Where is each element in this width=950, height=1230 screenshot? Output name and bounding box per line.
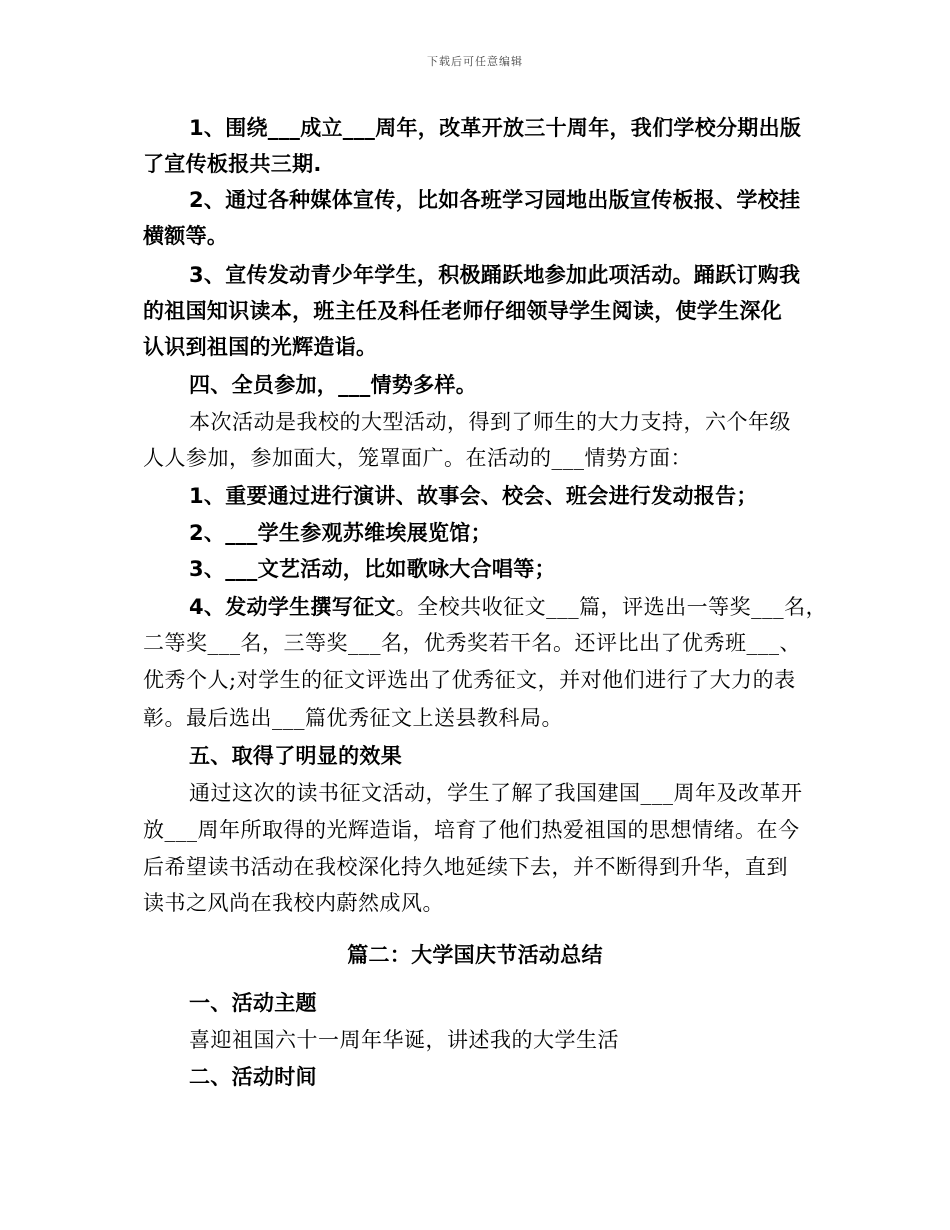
paragraph-line: 二等奖___名，三等奖___名，优秀奖若干名。还评比出了优秀班___、 <box>143 631 801 655</box>
paragraph-line: 读书之风尚在我校内蔚然成风。 <box>143 891 444 915</box>
list-item-b4 <box>189 589 859 625</box>
section-heading-activity-theme: 一、活动主题 <box>189 991 317 1015</box>
list-item-3-cont2: 认识到祖国的光辉造诣。 <box>143 335 378 359</box>
paragraph-line: 人人参加，参加面大，笼罩面广。在活动的___情势方面： <box>143 446 692 470</box>
list-item-3: 3、宣传发动青少年学生，积极踊跃地参加此项活动。踊跃订购我 <box>189 263 801 287</box>
section-heading-activity-time: 二、活动时间 <box>189 1065 317 1089</box>
list-item-b4-text: 。全校共收征文___篇，评选出一等奖___名， <box>395 595 828 619</box>
list-item-2: 2、通过各种媒体宣传，比如各班学习园地出版宣传板报、学校挂 <box>189 188 801 212</box>
paragraph-line: 放___周年所取得的光辉造诣，培育了他们热爱祖国的思想情绪。在今 <box>143 818 800 842</box>
list-item-1-cont: 了宣传板报共三期. <box>143 152 322 176</box>
list-item-3-cont: 的祖国知识读本，班主任及科任老师仔细领导学生阅读，使学生深化 <box>143 299 782 323</box>
paragraph-line: 喜迎祖国六十一周年华诞，讲述我的大学生活 <box>189 1028 619 1052</box>
section-heading-4: 四、全员参加，___情势多样。 <box>189 373 477 397</box>
list-item-b2: 2、___学生参观苏维埃展览馆； <box>189 521 492 545</box>
paragraph-line: 后希望读书活动在我校深化持久地延续下去，并不断得到升华，直到 <box>143 855 788 879</box>
article-title: 篇二：大学国庆节活动总结 <box>347 943 603 967</box>
paragraph-line: 彰。最后选出___篇优秀征文上送县教科局。 <box>143 706 563 730</box>
list-item-b4-bold: 4、发动学生撰写征文 <box>189 595 396 619</box>
list-item-b3: 3、___文艺活动，比如歌咏大合唱等； <box>189 557 556 581</box>
list-item-2-cont: 横额等。 <box>143 224 229 248</box>
page-header: 下载后可任意编辑 <box>427 55 523 68</box>
section-heading-5: 五、取得了明显的效果 <box>189 744 402 768</box>
list-item-1: 1、围绕___成立___周年，改革开放三十周年，我们学校分期出版 <box>189 116 802 140</box>
paragraph-line: 优秀个人;对学生的征文评选出了优秀征文，并对他们进行了大力的表 <box>143 668 796 692</box>
paragraph-line: 本次活动是我校的大型活动，得到了师生的大力支持，六个年级 <box>189 410 791 434</box>
list-item-b1: 1、重要通过进行演讲、故事会、校会、班会进行发动报告； <box>189 484 758 508</box>
paragraph-line: 通过这次的读书征文活动，学生了解了我国建国___周年及改革开 <box>189 781 803 805</box>
